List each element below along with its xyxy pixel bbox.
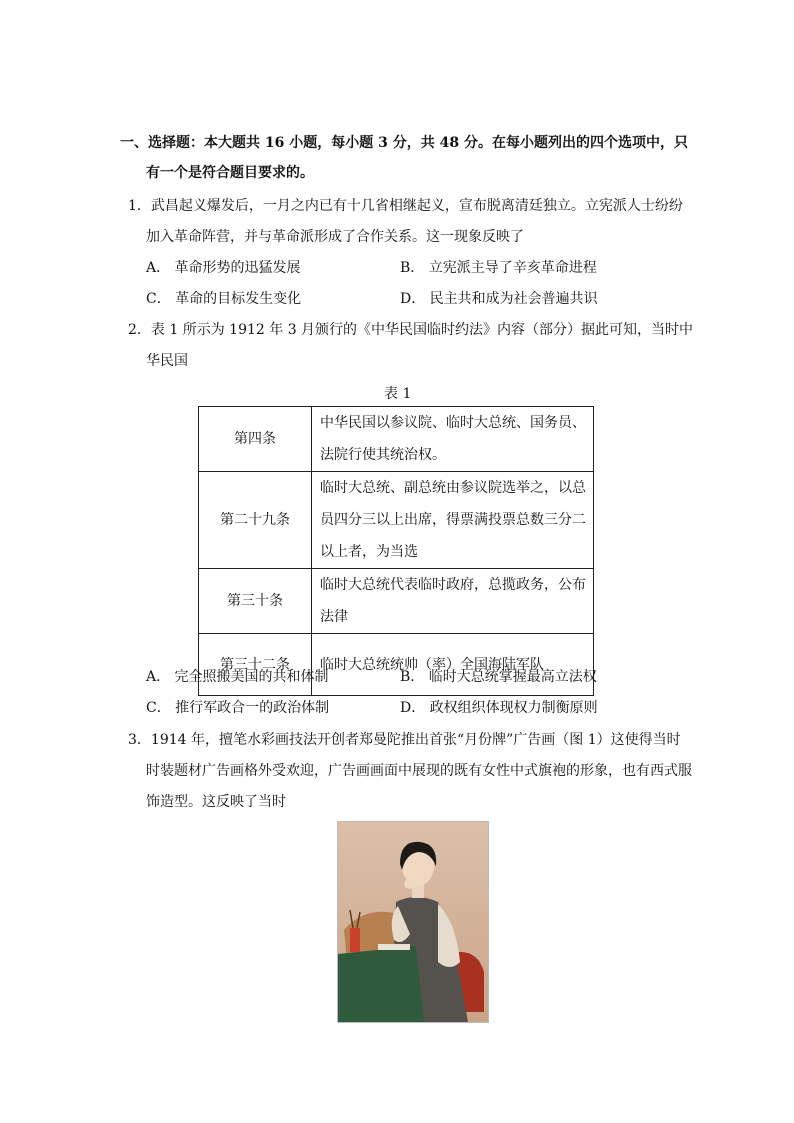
q2-option-c[interactable]: C． 推行军政合一的政治体制 (146, 700, 330, 716)
table-row (199, 407, 594, 472)
brush-pot-shape (350, 928, 360, 952)
q2-option-b[interactable]: B． 临时大总统掌握最高立法权 (400, 669, 597, 685)
article-text: 临时大总统、副总统由参议院选举之，以总员四分三以上出席，得票满投票总数三分二以上者，为当选 (312, 472, 594, 569)
constitution-table (198, 406, 594, 696)
article-number-text: 第三十二条 (220, 656, 290, 673)
q3-stem-line2: 时装题材广告画格外受欢迎，广告画画面中展现的既有女性中式旗袍的形象，也有西式服 (146, 763, 692, 779)
q2-option-d[interactable]: D． 政权组织体现权力制衡原则 (400, 700, 598, 716)
article-text: 临时大总统代表临时政府，总揽政务，公布法律 (312, 569, 594, 634)
q2-option-a[interactable]: A． 完全照搬美国的共和体制 (146, 669, 329, 685)
calendar-poster-image (337, 821, 489, 1023)
hand-shape (404, 879, 416, 889)
q1-option-a[interactable]: A． 革命形势的迅猛发展 (146, 260, 301, 276)
table-row (199, 472, 594, 569)
article-number-text: 第二十九条 (220, 512, 290, 528)
article-number: 第三十条 (199, 569, 312, 634)
book-shape (378, 944, 410, 950)
q3-stem-line3: 饰造型。这反映了当时 (146, 794, 286, 810)
green-table-shape (338, 946, 424, 1022)
table-row (199, 569, 594, 634)
table-caption: 表 1 (384, 386, 412, 402)
section-heading-line2: 有一个是符合题目要求的。 (146, 165, 314, 181)
article-text: 临时大总统统帅（率）全国海陆军队 (312, 634, 594, 696)
article-text: 中华民国以参议院、临时大总统、国务员、法院行使其统治权。 (312, 407, 594, 472)
article-number: 第四条 (199, 407, 312, 472)
q3-stem-line1: 3．1914 年，擅笔水彩画技法开创者郑曼陀推出首张“月份牌”广告画（图 1）这使得当时 (128, 732, 681, 748)
q1-stem-line2: 加入革命阵营，并与革命派形成了合作关系。这一现象反映了 (146, 229, 524, 245)
q2-stem-line1: 2．表 1 所示为 1912 年 3 月颁行的《中华民国临时约法》内容（部分）据此可知，当时中 (128, 322, 694, 338)
q1-stem-line1: 1．武昌起义爆发后，一月之内已有十几省相继起义，宣布脱离清廷独立。立宪派人士纷纷 (128, 198, 683, 214)
q1-option-b[interactable]: B． 立宪派主导了辛亥革命进程 (400, 260, 597, 276)
section-heading-line1: 一、选择题：本大题共 16 小题，每小题 3 分，共 48 分。在每小题列出的四个选项中，只 (120, 135, 688, 151)
q1-option-d[interactable]: D． 民主共和成为社会普遍共识 (400, 291, 598, 307)
article-number (199, 472, 312, 569)
q2-stem-line2: 华民国 (146, 353, 188, 369)
q1-option-c[interactable]: C． 革命的目标发生变化 (146, 291, 302, 307)
